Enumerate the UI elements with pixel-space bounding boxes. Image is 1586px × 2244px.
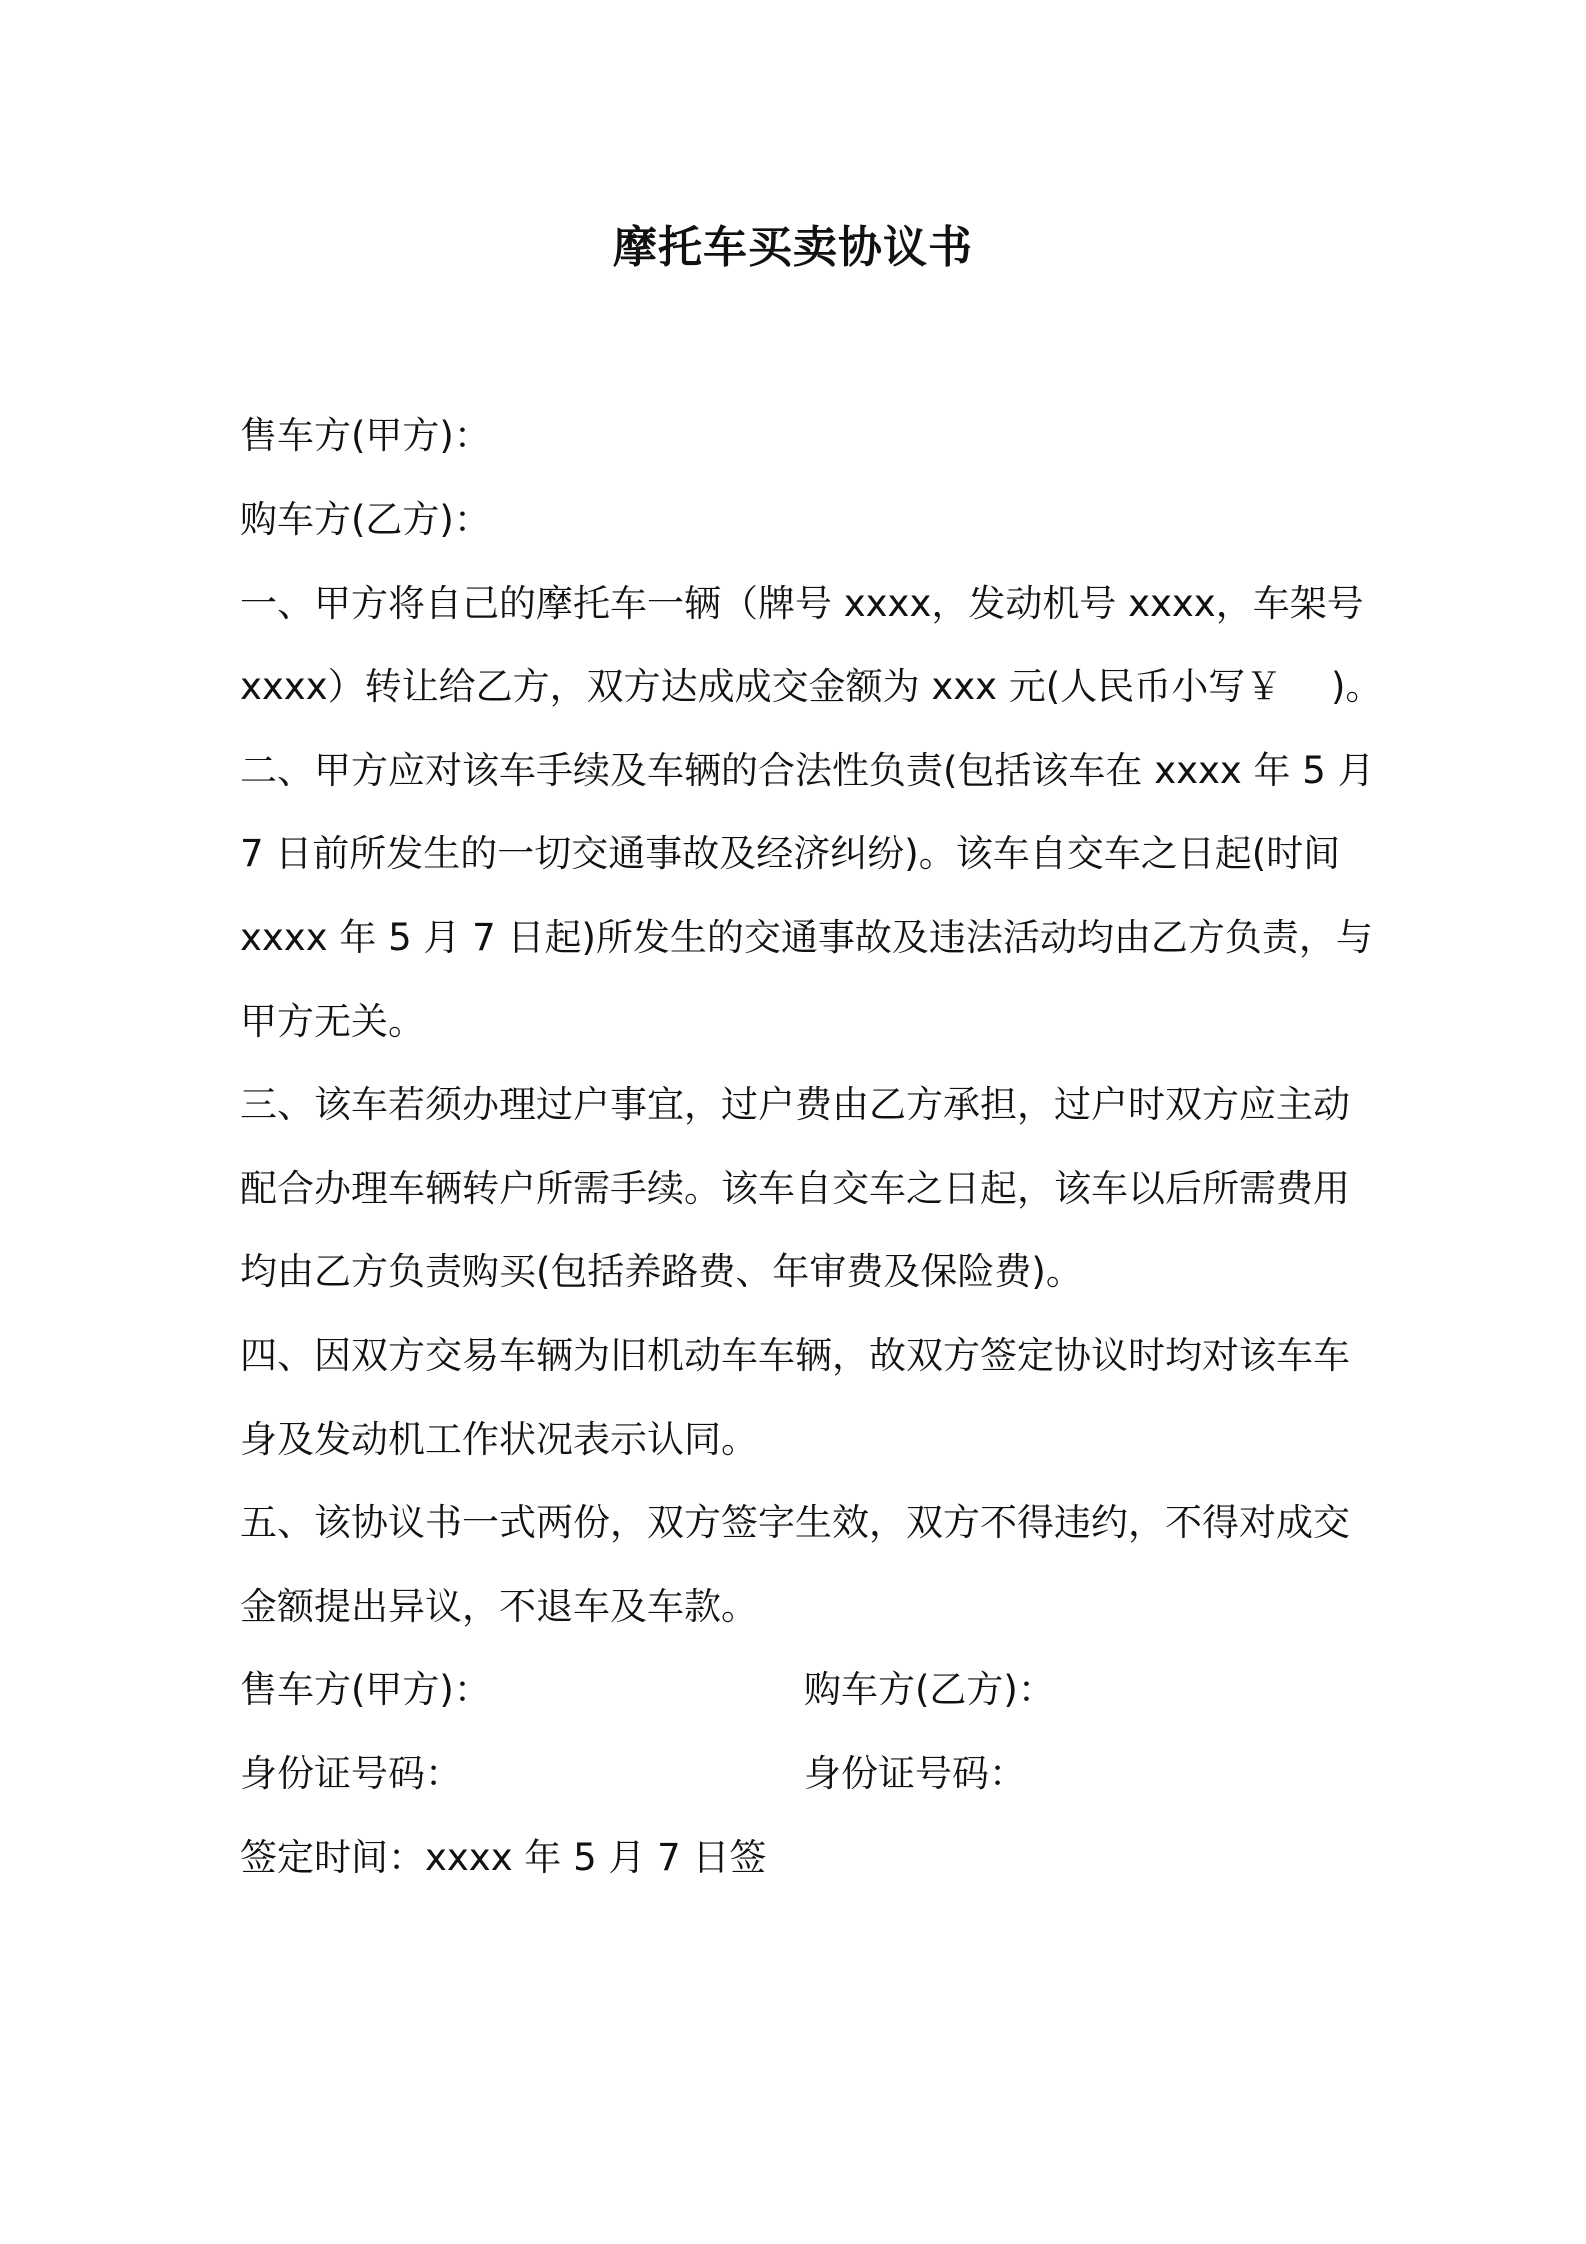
clause-2-line-1: 二、甲方应对该车手续及车辆的合法性负责(包括该车在 xxxx 年 5 月 — [240, 749, 1375, 792]
clause-1-line-1: 一、甲方将自己的摩托车一辆（牌号 xxxx，发动机号 xxxx，车架号 — [240, 582, 1364, 625]
signature-seller-id-label: 身份证号码： — [240, 1752, 462, 1795]
page-title: 摩托车买卖协议书 — [613, 222, 973, 273]
buyer-header: 购车方(乙方)： — [240, 498, 491, 541]
clause-5-line-1: 五、该协议书一式两份，双方签字生效，双方不得违约，不得对成交 — [240, 1501, 1350, 1544]
signature-buyer-id-label: 身份证号码： — [804, 1752, 1026, 1795]
clause-4-line-1: 四、因双方交易车辆为旧机动车车辆，故双方签定协议时均对该车车 — [240, 1334, 1350, 1377]
clause-5-line-2: 金额提出异议，不退车及车款。 — [240, 1585, 758, 1628]
signing-date: 签定时间：xxxx 年 5 月 7 日签 — [240, 1836, 767, 1879]
clause-2-line-4: 甲方无关。 — [240, 1000, 425, 1043]
clause-3-line-1: 三、该车若须办理过户事宜，过户费由乙方承担，过户时双方应主动 — [240, 1083, 1350, 1126]
clause-3-line-2: 配合办理车辆转户所需手续。该车自交车之日起，该车以后所需费用 — [240, 1167, 1350, 1210]
clause-2-line-3: xxxx 年 5 月 7 日起)所发生的交通事故及违法活动均由乙方负责，与 — [240, 916, 1373, 959]
seller-header: 售车方(甲方)： — [240, 414, 491, 457]
clause-2-line-2: 7 日前所发生的一切交通事故及经济纠纷)。该车自交车之日起(时间 — [240, 832, 1341, 875]
clause-3-line-3: 均由乙方负责购买(包括养路费、年审费及保险费)。 — [240, 1250, 1083, 1293]
signature-buyer-label: 购车方(乙方)： — [804, 1668, 1055, 1711]
clause-1-line-2: xxxx）转让给乙方，双方达成成交金额为 xxx 元(人民币小写￥ )。 — [240, 665, 1383, 708]
clause-4-line-2: 身及发动机工作状况表示认同。 — [240, 1418, 758, 1461]
signature-seller-label: 售车方(甲方)： — [240, 1668, 491, 1711]
